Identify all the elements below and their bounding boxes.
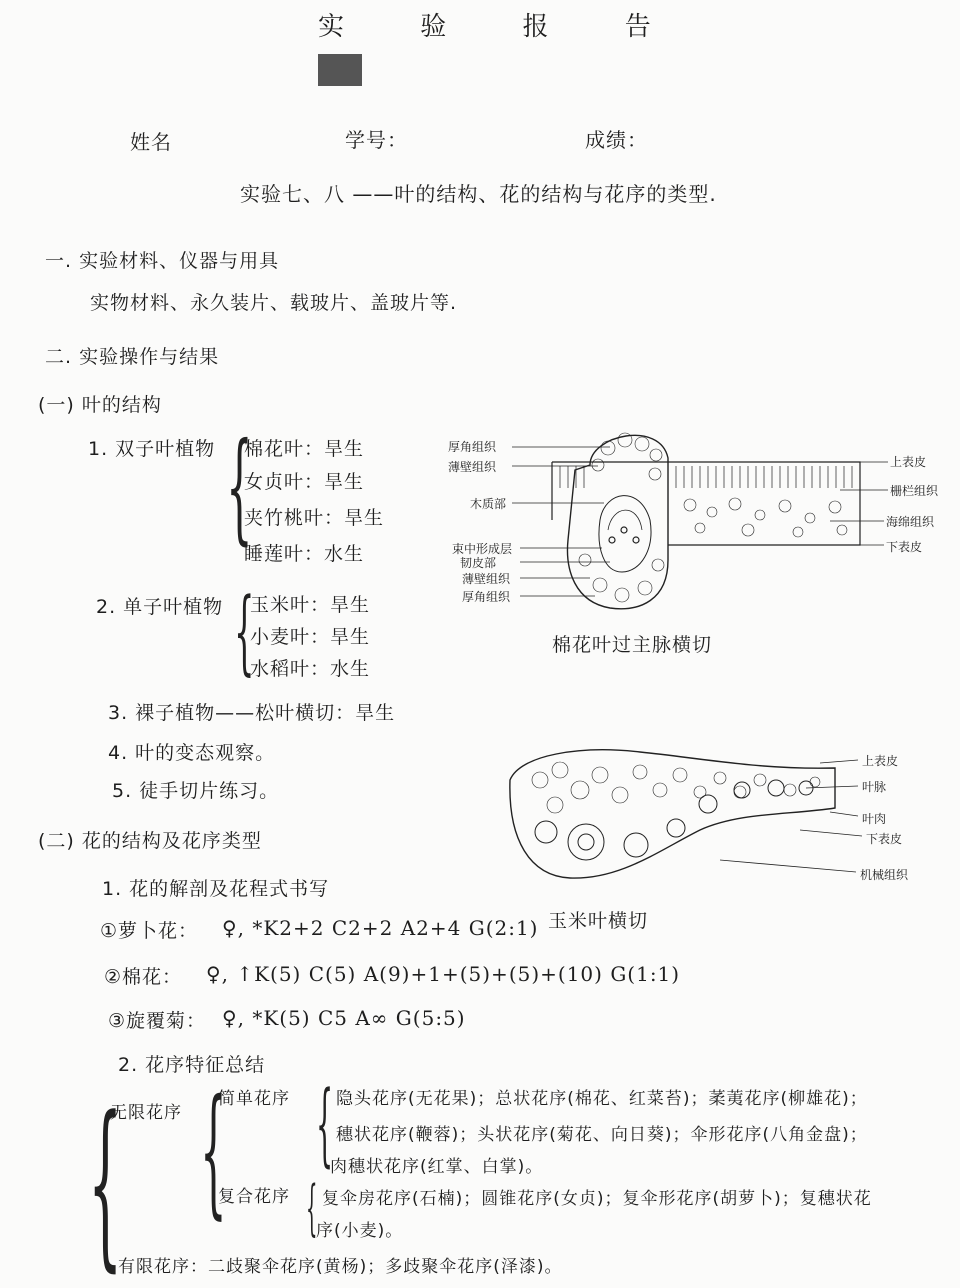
cotton-label-left: 厚角组织 [462,590,511,604]
indefinite-label: 无限花序 [110,1103,182,1123]
cotton-label-right: 海绵组织 [886,515,935,529]
monocot-item: 水稻叶：水生 [250,658,371,680]
cotton-leaf-diagram [512,433,888,609]
maize-label-right: 机械组织 [860,868,909,882]
cotton-label-right: 上表皮 [890,455,927,469]
cotton-label-left: 薄壁组织 [462,572,511,586]
maize-diagram-caption: 玉米叶横切 [548,910,649,932]
maize-label-right: 上表皮 [862,754,899,768]
maize-label-right: 叶肉 [862,812,887,826]
formula-label: ②棉花： [104,966,183,988]
hand-section-item: 5. 徒手切片练习。 [112,780,280,802]
simple-brace: { [316,1072,334,1177]
id-label: 学号： [345,128,408,152]
cotton-label-left: 韧皮部 [460,556,497,570]
floral-formula: ♀, ↑K(5) C(5) A(9)+1+(5)+(5)+(10) G(1:1) [206,962,681,986]
compound-brace: { [306,1173,318,1243]
formula-label: ③旋覆菊： [108,1010,207,1032]
monocot-label: 2. 单子叶植物 [96,596,224,618]
maize-label-right: 叶脉 [862,780,887,794]
cotton-label-right: 下表皮 [886,540,923,554]
cotton-label-left: 厚角组织 [448,440,497,454]
section2-heading: 二. 实验操作与结果 [45,346,220,368]
subsection-leaf: (一) 叶的结构 [38,394,162,416]
type-brace: { [200,1070,227,1233]
compound-line: 复伞房花序(石楠)；圆锥花序(女贞)；复伞形花序(胡萝卜)；复穗状花 [322,1189,872,1209]
cotton-diagram-caption: 棉花叶过主脉横切 [552,634,713,656]
cotton-label-left: 薄壁组织 [448,460,497,474]
simple-line: 穗状花序(鞭蓉)；头状花序(菊花、向日葵)；伞形花序(八角金盘)； [336,1125,868,1145]
simple-label: 简单花序 [218,1089,290,1109]
cotton-label-left: 木质部 [470,497,507,511]
simple-line: 隐头花序(无花果)；总状花序(棉花、红菜苔)；葇荑花序(柳雄花)； [336,1089,868,1109]
subsection-flower: (二) 花的结构及花序类型 [38,830,262,852]
experiment-title: 实验七、八 ——叶的结构、花的结构与花序的类型. [240,182,717,206]
compound-line: 序(小麦)。 [316,1221,404,1241]
flower-item2: 2. 花序特征总结 [118,1054,266,1076]
monocot-brace: { [234,578,255,685]
dicot-item: 女贞叶：旱生 [244,471,365,493]
leaf-variation-item: 4. 叶的变态观察。 [108,742,276,764]
simple-line: 肉穗状花序(红掌、白掌)。 [330,1157,544,1177]
section1-content: 实物材料、永久装片、载玻片、盖玻片等. [90,292,458,314]
maize-label-right: 下表皮 [866,832,903,846]
cotton-label-left: 束中形成层 [452,542,513,556]
floral-formula: ♀, *K2+2 C2+2 A2+4 G(2:1) [222,916,539,940]
dicot-label: 1. 双子叶植物 [88,438,216,460]
gymnosperm-item: 3. 裸子植物——松叶横切：旱生 [108,702,396,724]
name-label: 姓名 [130,130,172,154]
formula-label: ①萝卜花： [100,920,199,942]
compound-label: 复合花序 [218,1187,290,1207]
section1-heading: 一. 实验材料、仪器与用具 [45,250,280,272]
report-title: 实 验 报 告 [318,12,685,42]
cotton-label-right: 栅栏组织 [890,484,939,498]
dicot-item: 棉花叶：旱生 [244,438,365,460]
flower-item1: 1. 花的解剖及花程式书写 [102,878,330,900]
monocot-item: 小麦叶：旱生 [250,626,371,648]
dicot-brace: { [226,418,253,557]
maize-leaf-diagram [510,750,862,878]
definite-line: 有限花序：二歧聚伞花序(黄杨)；多歧聚伞花序(泽漆)。 [118,1257,563,1277]
indefinite-brace: { [88,1079,123,1288]
dicot-item: 睡莲叶：水生 [244,543,365,565]
dicot-item: 夹竹桃叶：旱生 [244,507,385,529]
floral-formula: ♀, *K(5) C5 A∞ G(5:5) [222,1006,466,1030]
score-label: 成绩： [585,128,648,152]
monocot-item: 玉米叶：旱生 [250,594,371,616]
